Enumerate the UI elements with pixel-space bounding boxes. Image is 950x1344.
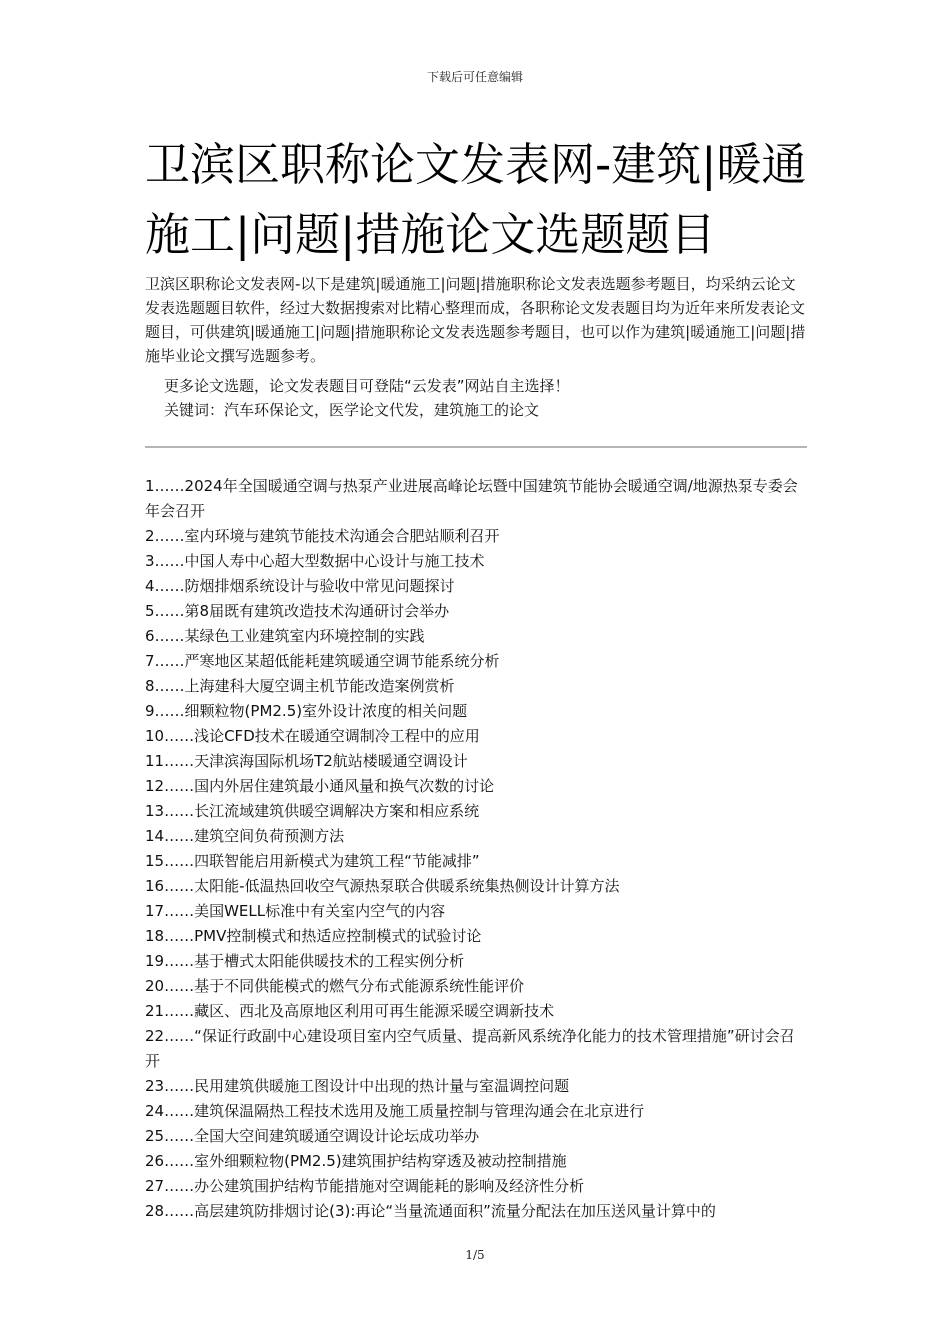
topic-item: 5……第8届既有建筑改造技术沟通研讨会举办 (145, 602, 450, 620)
topic-item: 4……防烟排烟系统设计与验收中常见问题探讨 (145, 577, 455, 595)
topic-item: 3……中国人寿中心超大型数据中心设计与施工技术 (145, 552, 485, 570)
divider (145, 446, 807, 448)
topic-item: 26……室外细颗粒物(PM2.5)建筑围护结构穿透及被动控制措施 (145, 1152, 567, 1170)
page-number: 1/5 (465, 1248, 485, 1262)
header-note: 下载后可任意编辑 (426, 70, 523, 84)
topic-item: 15……四联智能启用新模式为建筑工程“节能减排” (145, 852, 480, 870)
topic-item: 21……藏区、西北及高原地区利用可再生能源采暖空调新技术 (145, 1002, 555, 1020)
topic-item: 1……2024年全国暖通空调与热泵产业进展高峰论坛暨中国建筑节能协会暖通空调/地源热泵专委会年会召开 (145, 477, 798, 520)
topic-item: 10……浅论CFD技术在暖通空调制冷工程中的应用 (145, 727, 480, 745)
page-title: 卫滨区职称论文发表网-建筑|暖通施工|问题|措施论文选题题目 (145, 138, 807, 261)
topic-item: 8……上海建科大厦空调主机节能改造案例赏析 (145, 677, 455, 695)
topic-item: 17……美国WELL标准中有关室内空气的内容 (145, 902, 446, 920)
topic-item: 11……天津滨海国际机场T2航站楼暖通空调设计 (145, 752, 468, 770)
topic-item: 20……基于不同供能模式的燃气分布式能源系统性能评价 (145, 977, 525, 995)
topic-item: 19……基于槽式太阳能供暖技术的工程实例分析 (145, 952, 465, 970)
topic-item: 13……长江流域建筑供暖空调解决方案和相应系统 (145, 802, 480, 820)
topic-list (145, 474, 809, 1224)
topic-item: 6……某绿色工业建筑室内环境控制的实践 (145, 627, 425, 645)
topic-item: 27……办公建筑围护结构节能措施对空调能耗的影响及经济性分析 (145, 1177, 585, 1195)
topic-item: 9……细颗粒物(PM2.5)室外设计浓度的相关问题 (145, 702, 468, 720)
topic-item: 22……“保证行政副中心建设项目室内空气质量、提高新风系统净化能力的技术管理措施”研讨会召开 (145, 1027, 795, 1070)
more-topics-line: 更多论文选题，论文发表题目可登陆“云发表”网站自主选择！ (164, 377, 570, 395)
topic-item: 23……民用建筑供暖施工图设计中出现的热计量与室温调控问题 (145, 1077, 570, 1095)
topic-item: 16……太阳能-低温热回收空气源热泵联合供暖系统集热侧设计计算方法 (145, 877, 620, 895)
intro-paragraph: 卫滨区职称论文发表网-以下是建筑|暖通施工|问题|措施职称论文发表选题参考题目，均采纳云论文发表选题题目软件，经过大数据搜索对比精心整理而成，各职称论文发表题目均为近年来所发表论文题目，可供建筑|暖通施工|问题|措施职称论文发表选题参考题目，也可以作为建筑|暖通施工|问题|措施毕业论文撰写选题参考。 (145, 275, 806, 365)
topic-item: 7……严寒地区某超低能耗建筑暖通空调节能系统分析 (145, 652, 500, 670)
topic-item: 18……PMV控制模式和热适应控制模式的试验讨论 (145, 927, 482, 945)
topic-item: 25……全国大空间建筑暖通空调设计论坛成功举办 (145, 1127, 480, 1145)
topic-item: 28……高层建筑防排烟讨论(3):再论“当量流通面积”流量分配法在加压送风量计算中的 (145, 1202, 716, 1220)
topic-item: 12……国内外居住建筑最小通风量和换气次数的讨论 (145, 777, 495, 795)
topic-item: 24……建筑保温隔热工程技术选用及施工质量控制与管理沟通会在北京进行 (145, 1102, 645, 1120)
keywords-line: 关键词：汽车环保论文，医学论文代发，建筑施工的论文 (164, 401, 540, 419)
topic-item: 2……室内环境与建筑节能技术沟通会合肥站顺利召开 (145, 527, 500, 545)
topic-item: 14……建筑空间负荷预测方法 (145, 827, 345, 845)
